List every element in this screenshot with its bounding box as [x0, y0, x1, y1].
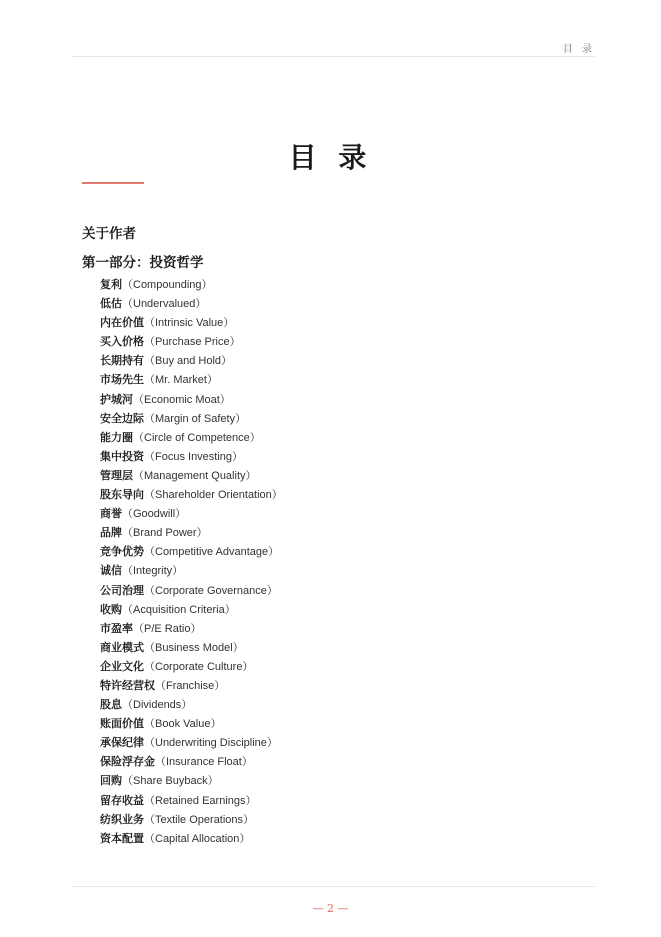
- toc-item-english-title: （Business Model）: [144, 641, 244, 654]
- toc-item-chinese-title: 账面价值: [100, 717, 144, 731]
- toc-item-chinese-title: 市场先生: [100, 373, 144, 387]
- toc-item[interactable]: [100, 771, 283, 790]
- toc-item-english-title: （Textile Operations）: [144, 813, 255, 826]
- toc-item[interactable]: [100, 313, 283, 332]
- toc-item-english-title: （Purchase Price）: [144, 336, 241, 349]
- toc-item-chinese-title: 商誉: [100, 507, 122, 521]
- toc-item-chinese-title: 股息: [100, 698, 122, 712]
- toc-item-english-title: （Brand Power）: [122, 527, 208, 540]
- toc-item-english-title: （Acquisition Criteria）: [122, 603, 236, 616]
- toc-item-chinese-title: 商业模式: [100, 640, 144, 654]
- toc-item[interactable]: [100, 791, 283, 810]
- toc-item-chinese-title: 公司治理: [100, 583, 144, 597]
- page-title: 目 录: [288, 141, 373, 174]
- toc-item-english-title: （Circle of Competence）: [133, 431, 261, 444]
- toc-item-chinese-title: 竞争优势: [100, 545, 144, 559]
- toc-item-english-title: （Book Value）: [144, 718, 222, 731]
- toc-item-english-title: （Share Buyback）: [122, 775, 219, 788]
- toc-item[interactable]: [100, 294, 283, 313]
- toc-item[interactable]: [100, 332, 283, 351]
- toc-item-chinese-title: 复利: [100, 278, 122, 291]
- toc-item-english-title: （Franchise）: [155, 679, 226, 692]
- toc-item-english-title: （P/E Ratio）: [133, 622, 202, 635]
- toc-item-chinese-title: 收购: [100, 602, 122, 616]
- section-about-author[interactable]: 关于作者: [82, 226, 136, 242]
- toc-item-english-title: （Goodwill）: [122, 508, 187, 521]
- toc-item-english-title: （Corporate Governance）: [144, 584, 278, 597]
- toc-item-chinese-title: 护城河: [100, 392, 133, 406]
- toc-item-english-title: （Mr. Market）: [144, 374, 218, 387]
- toc-item[interactable]: [100, 485, 283, 504]
- toc-item-chinese-title: 安全边际: [100, 411, 144, 425]
- toc-item-english-title: （Dividends）: [122, 699, 193, 712]
- running-title: 目 录: [562, 44, 595, 55]
- toc-item-chinese-title: 诚信: [100, 564, 122, 578]
- toc-item-english-title: （Competitive Advantage）: [144, 546, 280, 559]
- toc-item-chinese-title: 能力圈: [100, 430, 133, 444]
- running-footer: [72, 886, 595, 887]
- toc-item[interactable]: [100, 581, 283, 600]
- toc-item[interactable]: [100, 504, 283, 523]
- toc-item-chinese-title: 品牌: [100, 526, 122, 540]
- toc-item-chinese-title: 留存收益: [100, 793, 144, 807]
- toc-item[interactable]: [100, 275, 283, 294]
- toc-item[interactable]: [100, 523, 283, 542]
- toc-item[interactable]: [100, 752, 283, 771]
- toc-item-english-title: （Margin of Safety）: [144, 412, 247, 425]
- toc-item-english-title: （Capital Allocation）: [144, 832, 251, 845]
- toc-item[interactable]: [100, 714, 283, 733]
- toc-item-chinese-title: 市盈率: [100, 621, 133, 635]
- toc-item[interactable]: [100, 810, 283, 829]
- toc-item-english-title: （Management Quality）: [133, 469, 257, 482]
- toc-item-chinese-title: 特许经营权: [100, 678, 155, 692]
- toc-item-chinese-title: 长期持有: [100, 354, 144, 368]
- section-part-one[interactable]: 第一部分：投资哲学: [82, 255, 204, 271]
- toc-item-english-title: （Focus Investing）: [144, 450, 244, 463]
- toc-item[interactable]: [100, 657, 283, 676]
- toc-item[interactable]: [100, 619, 283, 638]
- toc-item-chinese-title: 回购: [100, 774, 122, 788]
- title-rule: [82, 182, 144, 184]
- toc-item-english-title: （Economic Moat）: [133, 393, 231, 406]
- toc-item[interactable]: [100, 561, 283, 580]
- toc-item-english-title: （Shareholder Orientation）: [144, 489, 283, 502]
- toc-item-english-title: （Buy and Hold）: [144, 355, 233, 368]
- toc-item-english-title: （Compounding）: [122, 279, 213, 291]
- toc-item-chinese-title: 买入价格: [100, 335, 144, 349]
- toc-item-english-title: （Intrinsic Value）: [144, 317, 235, 330]
- toc-item[interactable]: [100, 390, 283, 409]
- toc-item[interactable]: [100, 370, 283, 389]
- toc-item-chinese-title: 资本配置: [100, 831, 144, 845]
- toc-item[interactable]: [100, 733, 283, 752]
- toc-item-chinese-title: 纺织业务: [100, 812, 144, 826]
- page-number: — 2 —: [312, 902, 349, 915]
- toc-item[interactable]: [100, 695, 283, 714]
- toc-item[interactable]: [100, 428, 283, 447]
- toc-item[interactable]: [100, 676, 283, 695]
- running-header: [72, 0, 595, 57]
- toc-list: [100, 275, 283, 848]
- toc-item-english-title: （Integrity）: [122, 565, 184, 578]
- toc-item-chinese-title: 承保纪律: [100, 736, 144, 750]
- toc-item-chinese-title: 企业文化: [100, 659, 144, 673]
- toc-item[interactable]: [100, 600, 283, 619]
- toc-item-english-title: （Undervalued）: [122, 298, 207, 311]
- toc-item-chinese-title: 管理层: [100, 468, 133, 482]
- toc-item-chinese-title: 保险浮存金: [100, 755, 155, 769]
- toc-item-english-title: （Underwriting Discipline）: [144, 737, 278, 750]
- toc-item-english-title: （Corporate Culture）: [144, 660, 254, 673]
- toc-item[interactable]: [100, 638, 283, 657]
- toc-item-chinese-title: 内在价值: [100, 316, 144, 330]
- toc-item-chinese-title: 低估: [100, 297, 122, 311]
- toc-item[interactable]: [100, 829, 283, 848]
- toc-item[interactable]: [100, 447, 283, 466]
- toc-item-chinese-title: 集中投资: [100, 449, 144, 463]
- toc-item-english-title: （Insurance Float）: [155, 756, 253, 769]
- toc-item[interactable]: [100, 542, 283, 561]
- toc-item[interactable]: [100, 409, 283, 428]
- toc-item[interactable]: [100, 466, 283, 485]
- toc-item[interactable]: [100, 351, 283, 370]
- toc-item-english-title: （Retained Earnings）: [144, 794, 257, 807]
- toc-item-chinese-title: 股东导向: [100, 488, 144, 502]
